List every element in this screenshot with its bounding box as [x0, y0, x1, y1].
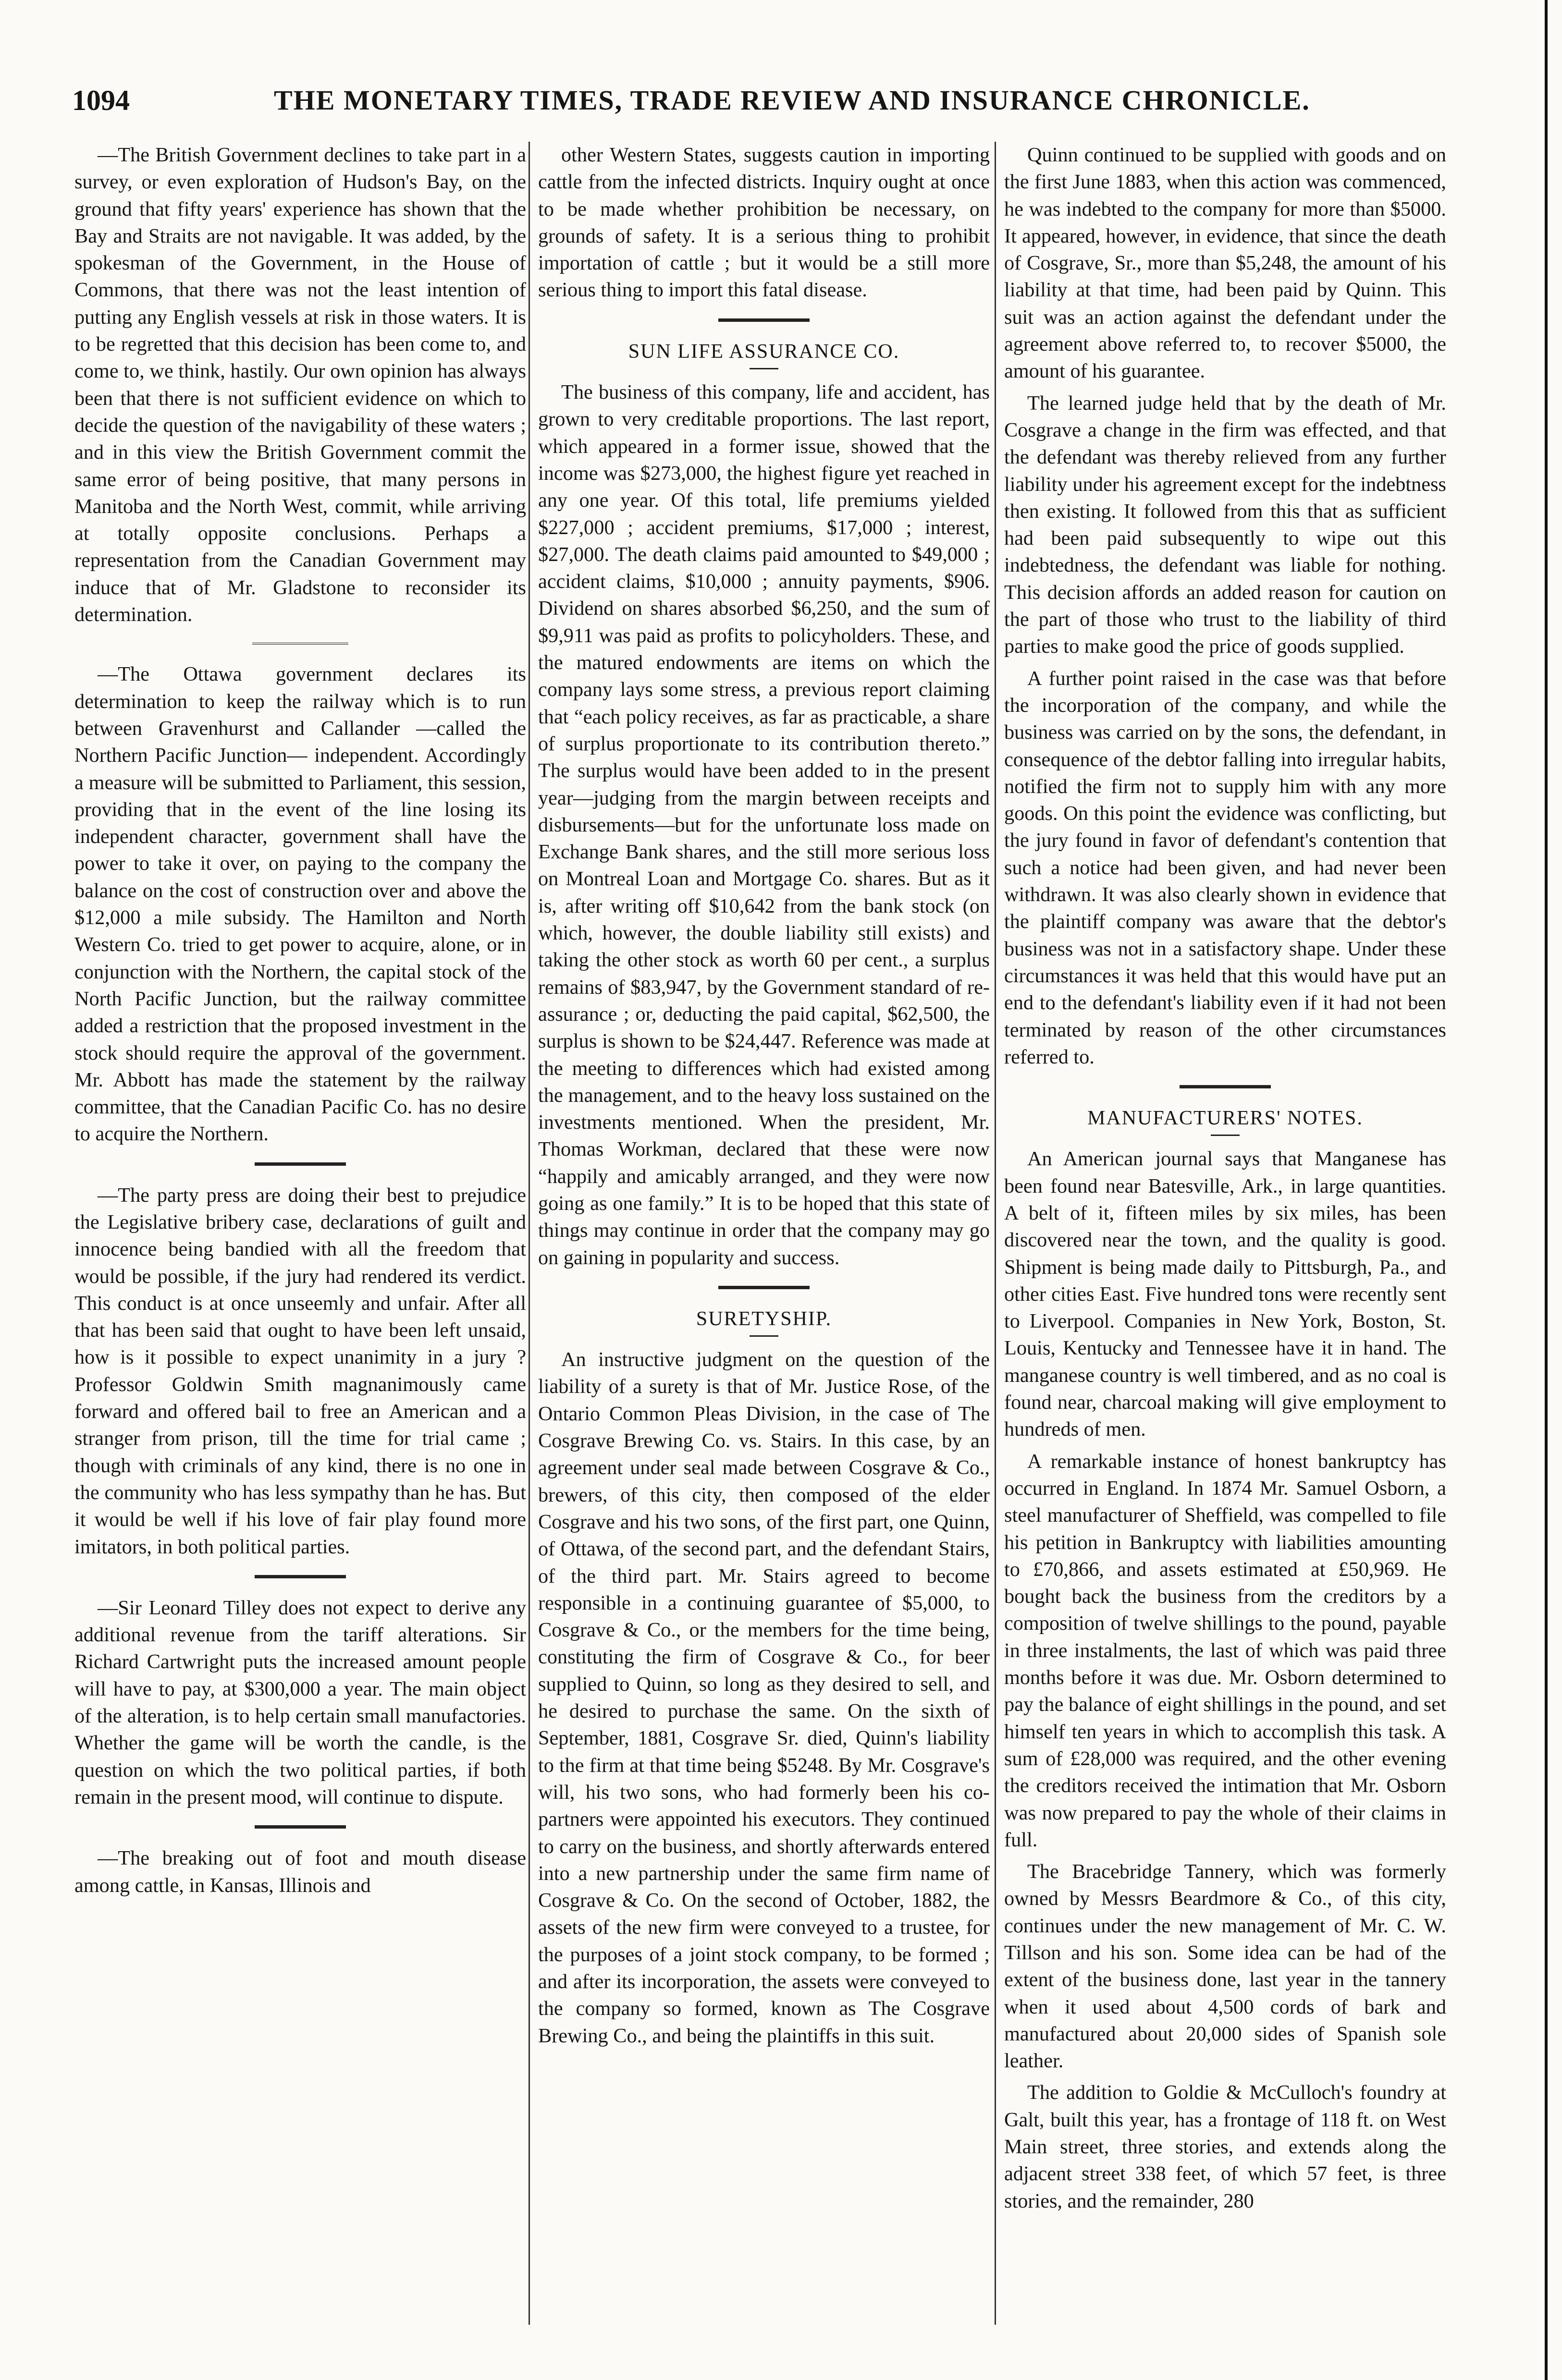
- heading-suretyship: SURETYSHIP.: [696, 1307, 832, 1330]
- heading-manufacturers-notes: MANUFACTURERS' NOTES.: [1087, 1107, 1363, 1130]
- running-title: THE MONETARY TIMES, TRADE REVIEW AND INSURANCE CHRONICLE.: [274, 85, 1310, 116]
- paragraph-party-press: —The party press are doing their best to prejudice the Legislative bribery case, declarations of guilt and innocence being bandied with all the freedom that would be possible, if the jury had rendered its verdict. This conduct is at once unseemly and unfair. After all that has been said that ought to have been left unsaid, how is it possible to expect unanimity in a jury ? Professor Goldwin Smith magnanimously came forward and offered bail to free an American and a stranger from prison, till the time for trial came ; though with criminals of any kind, there is no one in the community who has less sympathy than he has. But it would be well if his love of fair play found more imitators, in both political parties.: [74, 1184, 526, 1558]
- column-divider: [995, 142, 996, 2325]
- section-rule: [718, 1286, 810, 1289]
- paragraph-cattle-disease: —The breaking out of foot and mouth disease among cattle, in Kansas, Illinois and: [74, 1847, 526, 1897]
- heading-rule: [750, 1335, 778, 1337]
- section-rule: [255, 1162, 346, 1166]
- heading-sun-life: SUN LIFE ASSURANCE CO.: [628, 340, 900, 363]
- paragraph-learned-judge: The learned judge held that by the death of Mr. Cosgrave a change in the firm was effected, and that the defendant was thereby relieved from any further liability under his agreement except for the indebtness then existing. It followed from this that as sufficient had been paid subsequently to wipe out this indebtedness, the defendant was liable for nothing. This decision affords an added reason for caution on the part of those who trust to the liability of third parties to make good the price of goods supplied.: [1004, 391, 1446, 658]
- paragraph-further-point: A further point raised in the case was that before the incorporation of the company, and while the business was carried on by the sons, the defendant, in consequence of the debtor falling into irregular habits, notified the firm not to supply him with any more goods. On this point the evidence was conflicting, but the jury found in favor of defendant's contention that such a notice had been given, and had never been withdrawn. It was also clearly shown in evidence that the plaintiff company was aware that the debtor's business was not in a satisfactory shape. Under these circumstances it was held that this would have put an end to the defendant's liability even if it had not been terminated by reason of the other circumstances referred to.: [1004, 667, 1446, 1068]
- section-rule: [255, 1825, 346, 1829]
- section-rule: [1180, 1085, 1271, 1088]
- section-rule: [252, 643, 348, 645]
- column-middle: [538, 142, 990, 2332]
- column-divider: [529, 142, 530, 2325]
- column-right: [1004, 142, 1446, 2332]
- paragraph-tariff: —Sir Leonard Tilley does not expect to derive any additional revenue from the tariff alterations. Sir Richard Cartwright puts the increased amount people will have to pay, at $300,000 a year. The main object of the alteration, is to help certain small manufactories. Whether the game will be worth the candle, is the question on which the two political parties, if both remain in the present mood, will continue to dispute.: [74, 1596, 526, 1808]
- column-left: [74, 142, 526, 2332]
- paragraph-cattle-continued: other Western States, suggests caution in importing cattle from the infected districts. Inquiry ought at once to be made whether prohibition be necessary, on grounds of safety. It is a serious thing to prohibit importation of cattle ; but it would be a still more serious thing to import this fatal disease.: [538, 144, 990, 302]
- paragraph-ottawa-railway: —The Ottawa government declares its determination to keep the railway which is to run between Gravenhurst and Callander —called the Northern Pacific Junction— independent. Accordingly a measure will be submitted to Parliament, this session, providing that in the event of the line losing its independent character, government shall have the power to take it over, on paying to the company the balance on the cost of construction over and above the $12,000 a mile subsidy. The Hamilton and North Western Co. tried to get power to acquire, alone, or in conjunction with the Northern, the capital stock of the North Pacific Junction, but the railway committee added a restriction that the proposed investment in the stock should require the approval of the government. Mr. Abbott has made the statement by the railway committee, that the Canadian Pacific Co. has no desire to acquire the Northern.: [74, 663, 526, 1146]
- section-rule: [255, 1575, 346, 1578]
- section-rule: [718, 318, 810, 322]
- paragraph-hudsons-bay: —The British Government declines to take part in a survey, or even exploration of Hudson's Bay, on the ground that fifty years' experience has shown that the Bay and Straits are not navigable. It was added, by the spokesman of the Government, in the House of Commons, that there was not the least intention of putting any English vessels at risk in those waters. It is to be regretted that this decision has been come to, and come to, we think, hastily. Our own opinion has always been that there is not sufficient evidence on which to decide the question of the navigability of these waters ; and in this view the British Government commit the same error of being positive, that many persons in Manitoba and the North West, commit, while arriving at totally opposite conclusions. Perhaps a representation from the Canadian Government may induce that of Mr. Gladstone to reconsider its determination.: [74, 144, 526, 626]
- page-header: [72, 84, 1523, 122]
- paragraph-sun-life: The business of this company, life and accident, has grown to very creditable proportions. The last report, which appeared in a former issue, showed that the income was $273,000, the highest figure yet reached in any one year. Of this total, life premiums yielded $227,000 ; accident premiums, $17,000 ; interest, $27,000. The death claims paid amounted to $49,000 ; accident claims, $10,000 ; annuity payments, $906. Dividend on shares absorbed $6,250, and the sum of $9,911 was paid as profits to policyholders. These, and the matured endowments are items on which the company lays some stress, a previous report claiming that “each policy receives, as far as practicable, a share of surplus proportionate to its contribution thereto.” The surplus would have been added to in the present year—judging from the margin between receipts and disbursements—but for the unfortunate loss made on Exchange Bank shares, and the still more serious loss on Montreal Loan and Mortgage Co. shares. But as it is, after writing off $10,642 from the bank stock (on which, however, the double liability still exists) and taking the other stock as worth 60 per cent., a surplus remains of $83,947, by the Government standard of re-assurance ; or, deducting the paid capital, $62,500, the surplus is shown to be $24,447. Reference was made at the meeting to differences which had existed among the management, and to the heavy loss sustained on the investments mentioned. When the president, Mr. Thomas Workman, declared that these were now “happily and amicably arranged, and they were now going as one family.” It is to be hoped that this state of things may continue in order that the company may go on gaining in popularity and success.: [538, 381, 990, 1269]
- paragraph-suretyship: An instructive judgment on the question of the liability of a surety is that of Mr. Justice Rose, of the Ontario Common Pleas Division, in the case of The Cosgrave Brewing Co. vs. Stairs. In this case, by an agreement under seal made between Cosgrave & Co., brewers, of this city, then composed of the elder Cosgrave and his two sons, of the first part, one Quinn, of Ottawa, of the second part, and the defendant Stairs, of the third part. Mr. Stairs agreed to become responsible in a continuing guarantee of $5,000, to Cosgrave & Co., or the members for the time being, constituting the firm of Cosgrave & Co., for beer supplied to Quinn, so long as they desired to sell, and he desired to purchase the same. On the sixth of September, 1881, Cosgrave Sr. died, Quinn's liability to the firm at that time being $5248. By Mr. Cosgrave's will, his two sons, who had formerly been his co-partners were appointed his executors. They continued to carry on the business, and shortly afterwards entered into a new partnership under the same firm name of Cosgrave & Co. On the second of October, 1882, the assets of the new firm were conveyed to a trustee, for the purposes of a joint stock company, to be formed ; and after its incorporation, the assets were conveyed to the company so formed, known as The Cosgrave Brewing Co., and being the plaintiffs in this suit.: [538, 1348, 990, 2047]
- paragraph-tannery: The Bracebridge Tannery, which was formerly owned by Messrs Beardmore & Co., of this city, continues under the new management of Mr. C. W. Tillson and his son. Some idea can be had of the extent of the business done, last year in the tannery when it used about 4,500 cords of bark and manufactured about 20,000 sides of Spanish sole leather.: [1004, 1860, 1446, 2073]
- paragraph-quinn: Quinn continued to be supplied with goods and on the first June 1883, when this action was commenced, he was indebted to the company for more than $5000. It appeared, however, in evidence, that since the death of Cosgrave, Sr., more than $5,248, the amount of his liability at that time, had been paid by Quinn. This suit was an action against the defendant under the agreement above referred to, to recover $5000, the amount of his guarantee.: [1004, 144, 1446, 383]
- page-edge-shadow: [1545, 0, 1548, 2380]
- heading-rule: [750, 368, 778, 369]
- paragraph-foundry: The addition to Goldie & McCulloch's foundry at Galt, built this year, has a frontage of 118 ft. on West Main street, three stories, and extends along the adjacent street 338 feet, of which 57 feet, is three stories, and the remainder, 280: [1004, 2081, 1446, 2212]
- paragraph-manganese: An American journal says that Manganese has been found near Batesville, Ark., in large quantities. A belt of it, fifteen miles by six miles, has been discovered near the town, and the quality is good. Shipment is being made daily to Pittsburgh, Pa., and other cities East. Five hundred tons were recently sent to Liverpool. Companies in New York, Boston, St. Louis, Kentucky and Tennessee have it in hand. The manganese country is well timbered, and as no coal is found near, charcoal making will give employment to hundreds of men.: [1004, 1147, 1446, 1441]
- heading-rule: [1211, 1135, 1240, 1136]
- paragraph-bankruptcy: A remarkable instance of honest bankruptcy has occurred in England. In 1874 Mr. Samuel Osborn, a steel manufacturer of Sheffield, was compelled to file his petition in Bankruptcy with liabilities amounting to £70,866, and assets estimated at £50,969. He bought back the business from the creditors by a composition of twelve shillings to the pound, payable in three instalments, the last of which was paid three months before it was due. Mr. Osborn determined to pay the balance of eight shillings in the pound, and set himself ten years in which to accomplish this task. A sum of £28,000 was required, and the other evening the creditors received the intimation that Mr. Osborn was now prepared to pay the whole of their claims in full.: [1004, 1450, 1446, 1851]
- page-number: 1094: [72, 85, 130, 116]
